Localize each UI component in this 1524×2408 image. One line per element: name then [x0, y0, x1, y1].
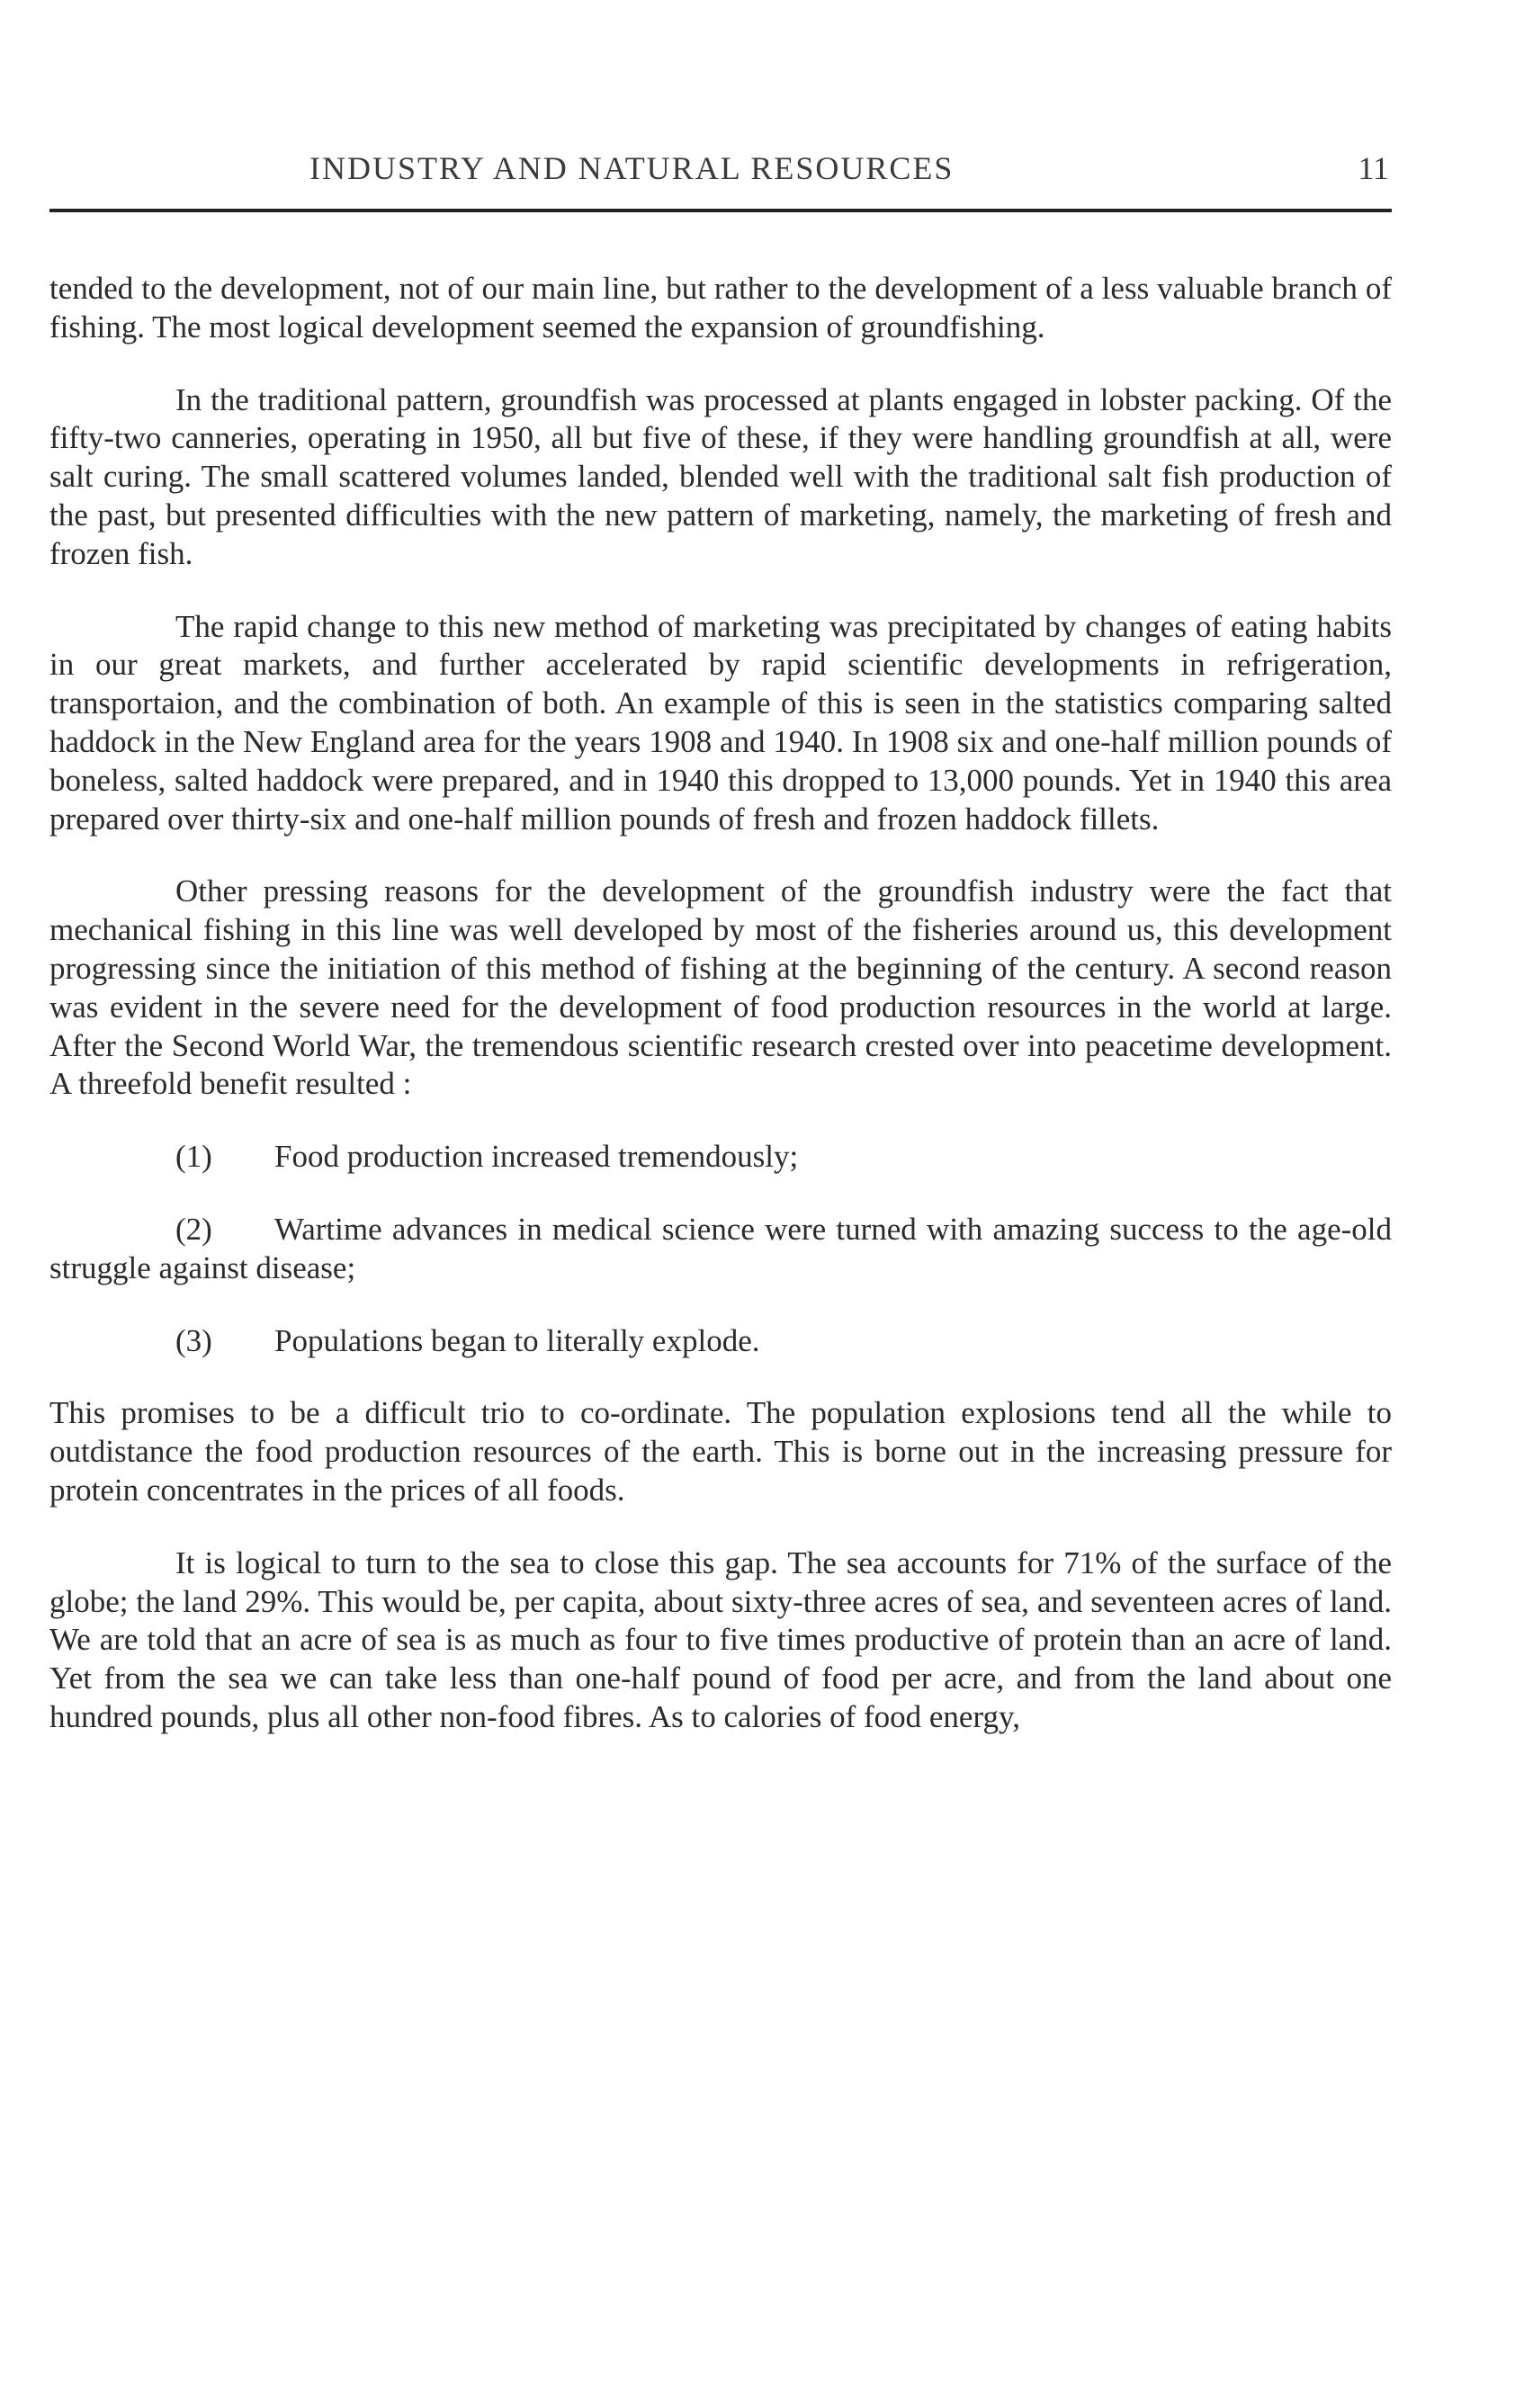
paragraph: It is logical to turn to the sea to close this gap. The sea accounts for 71% of the surface of the globe; the land 29%. This would be, per capita, about sixty-three acres of sea, and seventeen acres of land. We are told that an acre of sea is as much as four to five times productive of protein than an acre of land. Yet from the sea we can take less than one-half pound of food per acre, and from the land about one hundred pounds, plus all other non-food fibres. As to calories of food energy, [49, 1544, 1392, 1734]
body-text [49, 270, 1392, 1771]
list-text: Populations began to literally explode. [274, 1322, 760, 1358]
running-title: INDUSTRY AND NATURAL RESOURCES [309, 150, 955, 186]
paragraph: This promises to be a difficult trio to co-ordinate. The population explosions tend all the while to outdistance the food production resources of the earth. This is borne out in the increasing pressure for protein concentrates in the prices of all foods. [49, 1395, 1392, 1508]
list-number: (1) [175, 1139, 212, 1175]
page-number: 11 [1358, 150, 1389, 186]
list-text: Wartime advances in medical science were turned with amazing success to the age-old struggle against disease; [49, 1211, 1392, 1285]
paragraph: Other pressing reasons for the development of the groundfish industry were the fact that mechanical fishing in this line was well developed by most of the fisheries around us, this development progressing since the initiation of this method of fishing at the beginning of the century. A second reason was evident in the severe need for the development of food production resources in the world at large. After the Second World War, the tremendous scientific research crested over into peacetime development. A threefold benefit resulted : [49, 873, 1392, 1102]
paragraph: The rapid change to this new method of marketing was precipitated by changes of eating habits in our great markets, and further accelerated by rapid scientific developments in refrigeration, transportaion, and the combination of both. An example of this is seen in the statistics comparing salted haddock in the New England area for the years 1908 and 1940. In 1908 six and one-half million pounds of boneless, salted haddock were prepared, and in 1940 this dropped to 13,000 pounds. Yet in 1940 this area prepared over thirty-six and one-half million pounds of fresh and frozen haddock fillets. [49, 608, 1392, 837]
header-rule [49, 209, 1392, 212]
paragraph: In the traditional pattern, groundfish was processed at plants engaged in lobster packing. Of the fifty-two canneries, operating in 1950, all but five of these, if they were handling groundfish at all, were salt curing. The small scattered volumes landed, blended well with the traditional salt fish production of the past, but presented difficulties with the new pattern of marketing, namely, the marketing of fresh and frozen fish. [49, 381, 1392, 571]
list-number: (2) [175, 1211, 212, 1247]
list-item [49, 1138, 1392, 1177]
list-item [49, 1211, 1392, 1288]
running-header [0, 149, 1524, 194]
list-text: Food production increased tremendously; [274, 1139, 799, 1175]
list-number: (3) [175, 1322, 212, 1358]
paragraph: tended to the development, not of our main line, but rather to the development of a less valuable branch of fishing. The most logical development seemed the expansion of groundfishing. [49, 271, 1392, 345]
list-item [49, 1322, 1392, 1361]
